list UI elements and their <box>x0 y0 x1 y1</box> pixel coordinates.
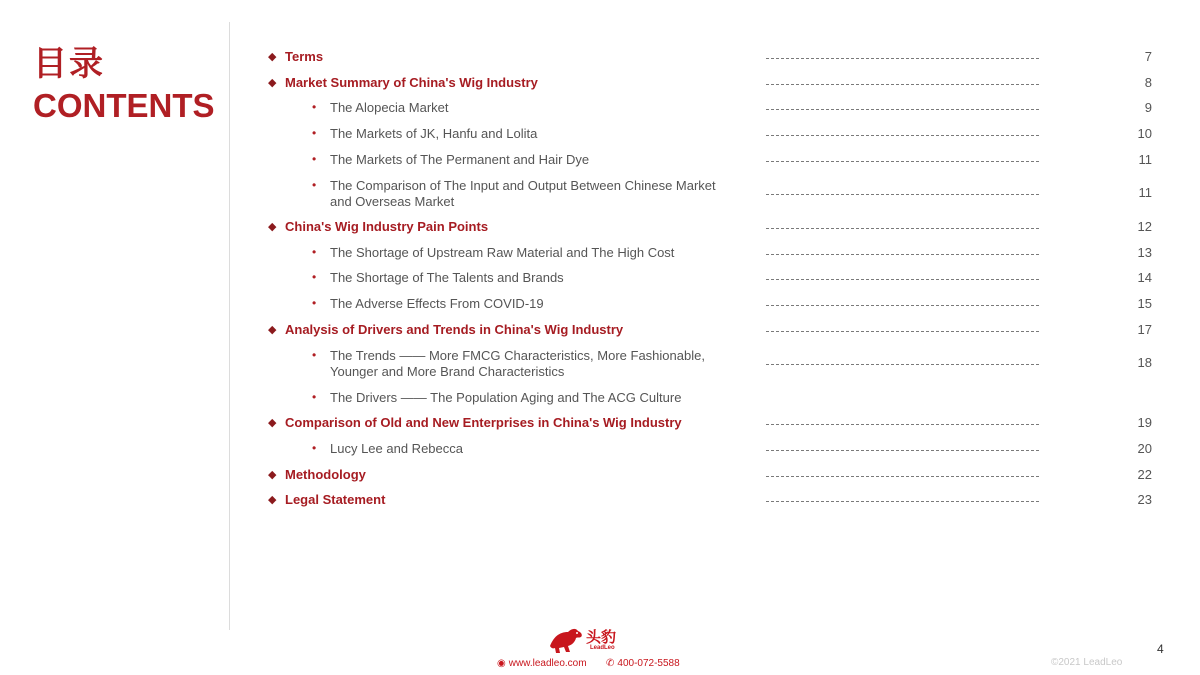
dotted-leader <box>766 442 1039 451</box>
globe-icon: ◉ <box>497 658 506 669</box>
toc-subsection-row <box>0 149 1200 171</box>
phone-icon: ✆ <box>606 658 615 669</box>
dot-bullet-icon: • <box>312 245 317 259</box>
dotted-leader <box>766 246 1039 255</box>
dotted-leader <box>766 323 1039 332</box>
toc-entry-label: The Drivers —— The Population Aging and The ACG Culture <box>330 390 682 405</box>
toc-subsection-row <box>0 387 1200 409</box>
toc-subsection-row <box>0 97 1200 119</box>
dot-bullet-icon: • <box>312 270 317 284</box>
toc-entry-label: The Alopecia Market <box>330 100 449 115</box>
toc-page-number: 13 <box>1137 245 1152 260</box>
toc-page-number: 15 <box>1137 296 1152 311</box>
toc-page-number: 11 <box>1138 185 1152 200</box>
toc-section-row <box>0 489 1200 511</box>
diamond-bullet-icon: ◆ <box>268 417 277 429</box>
dotted-leader <box>766 493 1039 502</box>
dot-bullet-icon: • <box>312 348 317 362</box>
dotted-leader <box>766 101 1039 110</box>
dotted-leader <box>766 416 1039 425</box>
toc-entry-label: Terms <box>285 49 324 64</box>
dotted-leader <box>766 356 1039 365</box>
toc-page-number: 17 <box>1137 322 1152 337</box>
toc-entry-label: Lucy Lee and Rebecca <box>330 441 463 456</box>
toc-entry-label: Comparison of Old and New Enterprises in China's Wig Industry <box>285 415 682 430</box>
heading-en: CONTENTS <box>33 87 215 124</box>
toc-entry-label: The Shortage of Upstream Raw Material and The High Cost <box>330 245 675 260</box>
dotted-leader <box>766 76 1039 85</box>
toc-entry-label: The Markets of The Permanent and Hair Dye <box>330 152 590 167</box>
logo-text-en: LeadLeo <box>590 645 615 651</box>
toc-entry-label: Analysis of Drivers and Trends in China's Wig Industry <box>285 322 624 337</box>
dot-bullet-icon: • <box>312 100 317 114</box>
dotted-leader <box>766 468 1039 477</box>
dot-bullet-icon: • <box>312 441 317 455</box>
leadleo-logo <box>548 626 638 658</box>
dot-bullet-icon: • <box>312 178 317 192</box>
dot-bullet-icon: • <box>312 296 317 310</box>
toc-entry-label: Market Summary of China's Wig Industry <box>285 75 538 90</box>
toc-page-number: 19 <box>1137 415 1152 430</box>
toc-entry-label: The Adverse Effects From COVID-19 <box>330 296 544 311</box>
toc-subsection-row <box>0 438 1200 460</box>
dotted-leader <box>766 153 1039 162</box>
website-link[interactable] <box>497 658 587 669</box>
website-text: www.leadleo.com <box>508 658 587 669</box>
toc-page-number: 8 <box>1144 75 1152 90</box>
phone-text: 400-072-5588 <box>617 658 680 669</box>
toc-subsection-row <box>0 293 1200 315</box>
dotted-leader <box>766 297 1039 306</box>
toc-page-number: 22 <box>1137 467 1152 482</box>
toc-section-row <box>0 72 1200 94</box>
dot-bullet-icon: • <box>312 152 317 166</box>
diamond-bullet-icon: ◆ <box>268 494 277 506</box>
toc-section-row <box>0 319 1200 341</box>
diamond-bullet-icon: ◆ <box>268 77 277 89</box>
logo-text-cn: 头豹 <box>586 628 617 646</box>
phone-contact <box>606 658 680 669</box>
toc-page-number: 7 <box>1144 49 1152 64</box>
diamond-bullet-icon: ◆ <box>268 51 277 63</box>
toc-page-number: 11 <box>1138 152 1152 167</box>
toc-subsection-row <box>0 242 1200 264</box>
toc-subsection-row <box>0 175 1200 211</box>
toc-page-number: 14 <box>1137 270 1152 285</box>
heading-cn: 目录 <box>33 44 105 84</box>
dotted-leader <box>766 271 1039 280</box>
toc-page-number: 12 <box>1137 219 1152 234</box>
toc-page-number: 9 <box>1144 100 1152 115</box>
diamond-bullet-icon: ◆ <box>268 324 277 336</box>
copyright: ©2021 LeadLeo <box>1051 657 1123 668</box>
toc-page-number: 18 <box>1137 355 1152 370</box>
dotted-leader <box>766 127 1039 136</box>
toc-entry-label: Methodology <box>285 467 366 482</box>
toc-section-row <box>0 46 1200 68</box>
toc-page-number: 20 <box>1137 441 1152 456</box>
toc-section-row <box>0 216 1200 238</box>
page-number: 4 <box>1157 642 1164 656</box>
dotted-leader <box>766 50 1039 59</box>
toc-section-row <box>0 412 1200 434</box>
dotted-leader <box>766 220 1039 229</box>
toc-entry-label: The Trends —— More FMCG Characteristics, More Fashionable, Younger and More Brand Characteristics <box>330 348 705 379</box>
toc-entry-label: China's Wig Industry Pain Points <box>285 219 489 234</box>
dot-bullet-icon: • <box>312 126 317 140</box>
toc-entry-label: The Markets of JK, Hanfu and Lolita <box>330 126 538 141</box>
toc-entry-label: The Shortage of The Talents and Brands <box>330 270 564 285</box>
toc-section-row <box>0 464 1200 486</box>
diamond-bullet-icon: ◆ <box>268 221 277 233</box>
toc-subsection-row <box>0 345 1200 381</box>
toc-page-number: 23 <box>1137 492 1152 507</box>
diamond-bullet-icon: ◆ <box>268 469 277 481</box>
dot-bullet-icon: • <box>312 390 317 404</box>
dotted-leader <box>766 186 1039 195</box>
toc-subsection-row <box>0 267 1200 289</box>
toc-subsection-row <box>0 123 1200 145</box>
leopard-logo-icon <box>548 626 584 656</box>
toc-entry-label: Legal Statement <box>285 492 386 507</box>
toc-page-number: 10 <box>1137 126 1152 141</box>
toc-entry-label: The Comparison of The Input and Output Between Chinese Market and Overseas Market <box>330 178 716 209</box>
